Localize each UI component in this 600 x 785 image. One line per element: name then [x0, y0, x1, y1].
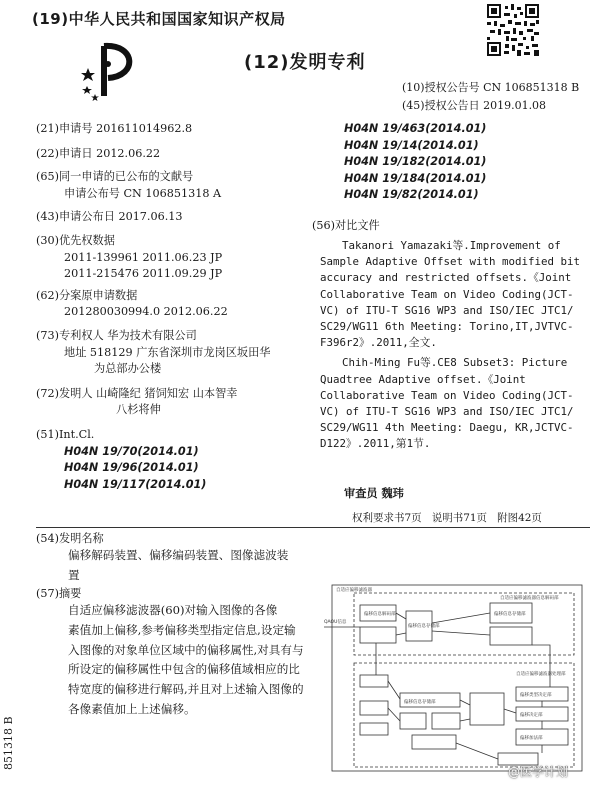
application-number: (21)申请号 201611014962.8	[36, 122, 193, 135]
inventors-continued: 八杉将伸	[116, 403, 161, 417]
left-bibliographic-data	[36, 121, 306, 493]
reference-line: Quadtree Adaptive offset.《Joint	[320, 372, 526, 386]
prior-publication-heading: (65)同一申请的已公布的文献号	[36, 170, 194, 184]
ipc-entry-5: H04N 19/82(2014.01)	[344, 188, 479, 202]
reference-line: VC) of ITU-T SG16 WP3 and ISO/IEC JTC1/	[320, 303, 574, 317]
abstract-figure-diagram	[320, 583, 592, 781]
svg-text:偏移类型决定部: 偏移类型决定部	[520, 693, 552, 698]
patentee-address-continued: 为总部办公楼	[94, 362, 162, 376]
section-divider	[36, 527, 590, 528]
priority-heading: (30)优先权数据	[36, 233, 115, 247]
svg-text:偏移信息存储部: 偏移信息存储部	[494, 612, 526, 617]
reference-line: Collaborative Team on Video Coding(JCT-	[320, 287, 574, 301]
abstract-line: 各像素值加上上述偏移。	[68, 701, 196, 716]
svg-text:偏移信息解码部: 偏移信息解码部	[364, 612, 396, 617]
invention-name	[68, 546, 288, 566]
priority-entry-1: 2011-139961 2011.06.23 JP	[64, 250, 223, 264]
cnipa-emblem-icon	[78, 42, 140, 104]
priority-entry-2: 2011-215476 2011.09.29 JP	[64, 267, 223, 281]
watermark-text: @医学计划	[508, 765, 569, 779]
patentee: (73)专利权人 华为技术有限公司	[36, 328, 197, 342]
invention-name-heading: (54)发明名称	[36, 532, 104, 545]
grant-publication-date: (45)授权公告日 2019.01.08	[402, 99, 547, 112]
reference-line: Chih-Ming Fu等.CE8 Subset3: Picture	[342, 356, 568, 370]
abstract-text	[68, 601, 313, 720]
reference-line: Collaborative Team on Video Coding(JCT-	[320, 388, 574, 402]
reference-line: Takanori Yamazaki等.Improvement of	[342, 239, 561, 252]
cited-references	[320, 238, 586, 453]
side-number-text: 851318 B	[2, 716, 15, 770]
reference-line: D122》.2011,第1节.	[320, 437, 431, 451]
svg-text:QAOU信息: QAOU信息	[324, 620, 347, 625]
svg-text:自适应偏移滤波器: 自适应偏移滤波器	[336, 588, 372, 593]
document-type-title: (12)发明专利	[244, 52, 366, 73]
ipc-entry-3: H04N 19/182(2014.01)	[344, 155, 487, 169]
qr-code-icon	[487, 4, 539, 56]
right-classification-list	[344, 121, 486, 204]
divisional-entry: 201280030994.0 2012.06.22	[64, 305, 228, 319]
invention-name-line: 偏移解码装置、偏移编码装置、图像滤波装	[68, 548, 289, 562]
abstract-line: 所设定的偏移属性中包含的偏移值域相应的比	[68, 662, 300, 677]
svg-text:自适应偏移滤波器信息解码部: 自适应偏移滤波器信息解码部	[500, 596, 559, 601]
reference-line: VC) of ITU-T SG16 WP3 and ISO/IEC JTC1/	[320, 405, 574, 419]
abstract-line: 素值加上偏移,参考偏移类型指定信息,设定输	[68, 622, 296, 637]
int-cl-heading: (51)Int.Cl.	[36, 427, 95, 441]
ipc-entry-1: H04N 19/463(2014.01)	[344, 122, 487, 135]
ipc-entry-4: H04N 19/184(2014.01)	[344, 171, 487, 185]
invention-name-line-2: 置	[68, 568, 80, 582]
svg-text:偏移加法部: 偏移加法部	[520, 736, 543, 741]
page-count-summary: 权利要求书7页 说明书71页 附图42页	[352, 512, 542, 524]
reference-line: Sample Adaptive Offset with modified bit	[320, 255, 581, 269]
reference-line: SC29/WG11 6th Meeting: Torino,IT,JVTVC-	[320, 320, 574, 334]
grant-publication-number: (10)授权公告号 CN 106851318 B	[402, 81, 580, 94]
office-name: (19)中华人民共和国国家知识产权局	[32, 10, 286, 28]
watermark	[508, 763, 568, 780]
application-date: (22)申请日 2012.06.22	[36, 146, 161, 160]
int-cl-entry-3: H04N 19/117(2014.01)	[64, 477, 207, 491]
patentee-address: 地址 518129 广东省深圳市龙岗区坂田华	[64, 345, 271, 359]
int-cl-entry-2: H04N 19/96(2014.01)	[64, 461, 199, 475]
examiner-name: 审查员 魏玮	[344, 487, 404, 500]
abstract-line: 特宽度的偏移进行解码,并且对上述输入图像的	[68, 682, 304, 697]
prior-publication-number: 申请公布号 CN 106851318 A	[64, 186, 222, 200]
reference-line: accuracy and restricted offsets.《Joint	[320, 271, 572, 285]
inventors: (72)发明人 山崎隆纪 猪饲知宏 山本智幸	[36, 386, 238, 400]
side-document-number	[2, 716, 15, 770]
abstract-heading: (57)摘要	[36, 587, 82, 600]
svg-text:自适应偏移滤波器处理部: 自适应偏移滤波器处理部	[516, 672, 566, 677]
abstract-line: 自适应偏移滤波器(60)对输入图像的各像	[68, 603, 278, 617]
application-publication-date: (43)申请公布日 2017.06.13	[36, 210, 183, 224]
examiner	[344, 486, 404, 503]
svg-text:偏移信息存储部: 偏移信息存储部	[408, 624, 440, 629]
divisional-heading: (62)分案原申请数据	[36, 288, 138, 302]
cited-references-heading: (56)对比文件	[312, 219, 380, 232]
reference-line: F396r2》.2011,全文.	[320, 336, 437, 350]
int-cl-entry-1: H04N 19/70(2014.01)	[64, 444, 199, 458]
svg-text:偏移决定部: 偏移决定部	[520, 713, 543, 718]
svg-text:偏移信息存储部: 偏移信息存储部	[404, 700, 436, 705]
abstract-line: 入图像的对象单位区域中的偏移属性,对具有与	[68, 642, 304, 657]
ipc-entry-2: H04N 19/14(2014.01)	[344, 138, 479, 152]
reference-line: SC29/WG11 4th Meeting: Daegu, KR,JCTVC-	[320, 421, 574, 435]
